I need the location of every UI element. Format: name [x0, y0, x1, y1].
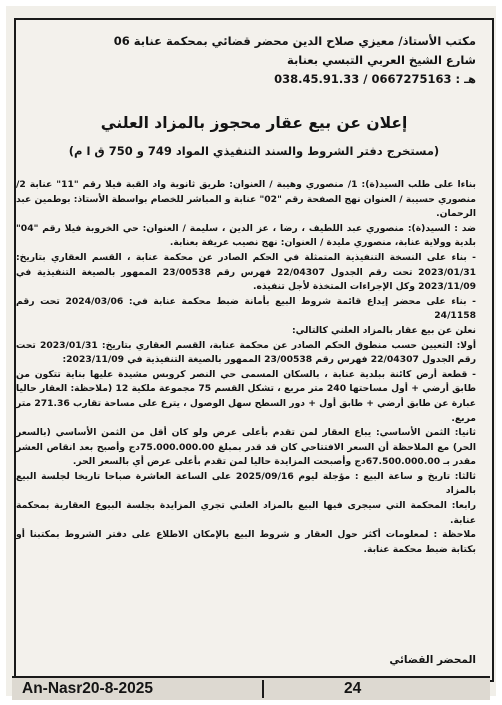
announcement-frame	[14, 18, 494, 682]
paragraph-announcement: نعلن عن بيع عقار بالمزاد العلني كالتالي:	[291, 324, 476, 336]
publication-footer	[12, 676, 490, 700]
newspaper-clipping	[6, 6, 496, 696]
paragraph-conditions-deposit: - بناء على محضر إيداع قائمة شروط البيع بأمانة ضبط محكمة عنابة في: 2024/03/06 تحت رقم 24/1158	[16, 295, 476, 322]
paragraph-designation: أولا: التعيين حسب منطوق الحكم الصادر عن محكمة عنابة، القسم العقاري بتاريخ: 2023/01/31 تحت رقم الجدول 22/04307 فهرس رقم 23/00538 الممهور بالصيغة التنفيذية في 2023/11/09:	[16, 339, 476, 366]
paragraph-sale-date: ثالثا: تاريخ و ساعة البيع : مؤجلة ليوم 2025/09/16 على الساعة العاشرة صباحا تاريخا لجلسة البيع بالمزاد	[16, 470, 476, 497]
publication-reference: An-Nasr20-8-2025	[22, 680, 153, 697]
paragraph-plaintiffs: بناءا على طلب السيد(ة): 1/ منصوري وهيبة / العنوان: طريق ثانوية واد القبة فيلا رقم "11" عنابة 2/ منصوري حسيبة / العنوان نهج الصفحة رقم "02" عنابة و المباشر للخصام بواسطة الأستاذ: بوطمين عبد الرحمان.	[16, 179, 477, 220]
phone-numbers: 038.45.91.33 / 0667275163	[274, 72, 452, 86]
paragraph-note: ملاحظة : لمعلومات أكثر حول العقار و شروط البيع بالإمكان الاطلاع على دفتر الشروط بمكتبنا أو بكتابة ضبط محكمة عنابة.	[16, 529, 476, 555]
announcement-title: إعلان عن بيع عقار محجوز بالمزاد العلني	[100, 114, 408, 132]
announcement-body	[16, 178, 476, 557]
paragraph-executive-copy: - بناء على النسخة التنفيذية المتمثلة في الحكم الصادر عن محكمة عنابة ، القسم العقاري بتاريخ: 2023/01/31 تحت رقم الجدول 22/04307 فهرس رقم 23/00538 الممهور بالصيغة التنفيذية في 2023/11/09 وكل الإجراءات المتخذة لأجل تنفيذه.	[16, 251, 477, 293]
paragraph-defendants: ضد : السيد(ة): منصوري عبد اللطيف ، رضا ، عز الدين ، سليمة / العنوان: حي الخروبة فيلا رقم "04" بلدية وولاية عنابة، منصوري مليدة / العنوان: نهج نصيب عريفة بعنابة.	[16, 222, 476, 249]
signature: المحضر القضائي	[389, 654, 476, 666]
page-number: 24	[344, 680, 362, 697]
footer-divider	[262, 680, 264, 698]
office-address: شارع الشيخ العربي التبسي بعنابة	[286, 53, 476, 67]
office-phones	[16, 72, 476, 86]
announcement-subtitle: (مستخرج دفتر الشروط والسند التنفيذي المواد 749 و 750 ق ا م)	[68, 144, 440, 158]
paragraph-property: - قطعة أرض كائنة ببلدية عنابة ، بالسكان المسمى حي النصر كروبس مشيدة عليها بناية تتكون من طابق أرضي + أول مساحتها 240 متر مربع ، تشكل القسم 75 مجموعة ملكية 12 (ملاحظة: العقار حاليا عبارة عن طابق أرضي + طابق أول + دور السطح سهل الوصول ، يترع على مساحة تقارب 271.36 متر مربع.	[16, 368, 476, 424]
phone-label: هـ :	[455, 72, 476, 86]
office-name: مكتب الأستاذ/ معيزي صلاح الدين محضر قضائي بمحكمة عنابة 06	[113, 34, 476, 48]
paragraph-court: رابعا: المحكمة التي سيجرى فيها البيع بالمزاد العلني تجري المزايدة بجلسة البيوع العقارية بمحكمة عنابة.	[16, 500, 476, 526]
paragraph-base-price: ثانيا: الثمن الأساسي: يباع العقار لمن تقدم بأعلى عرض ولو كان أقل من الثمن الأساسي (بالسعر الحر) مع الملاحظة أن السعر الافتتاحي كان قد قدر بمبلغ 75.000.000.00دج وأصبح بعد انقاص العشر مقدر بـ 67.500.000.00دج وأصبحت المزايدة حاليا لمن تقدم بأعلى عرض أي بالسعر الحر.	[16, 427, 476, 468]
